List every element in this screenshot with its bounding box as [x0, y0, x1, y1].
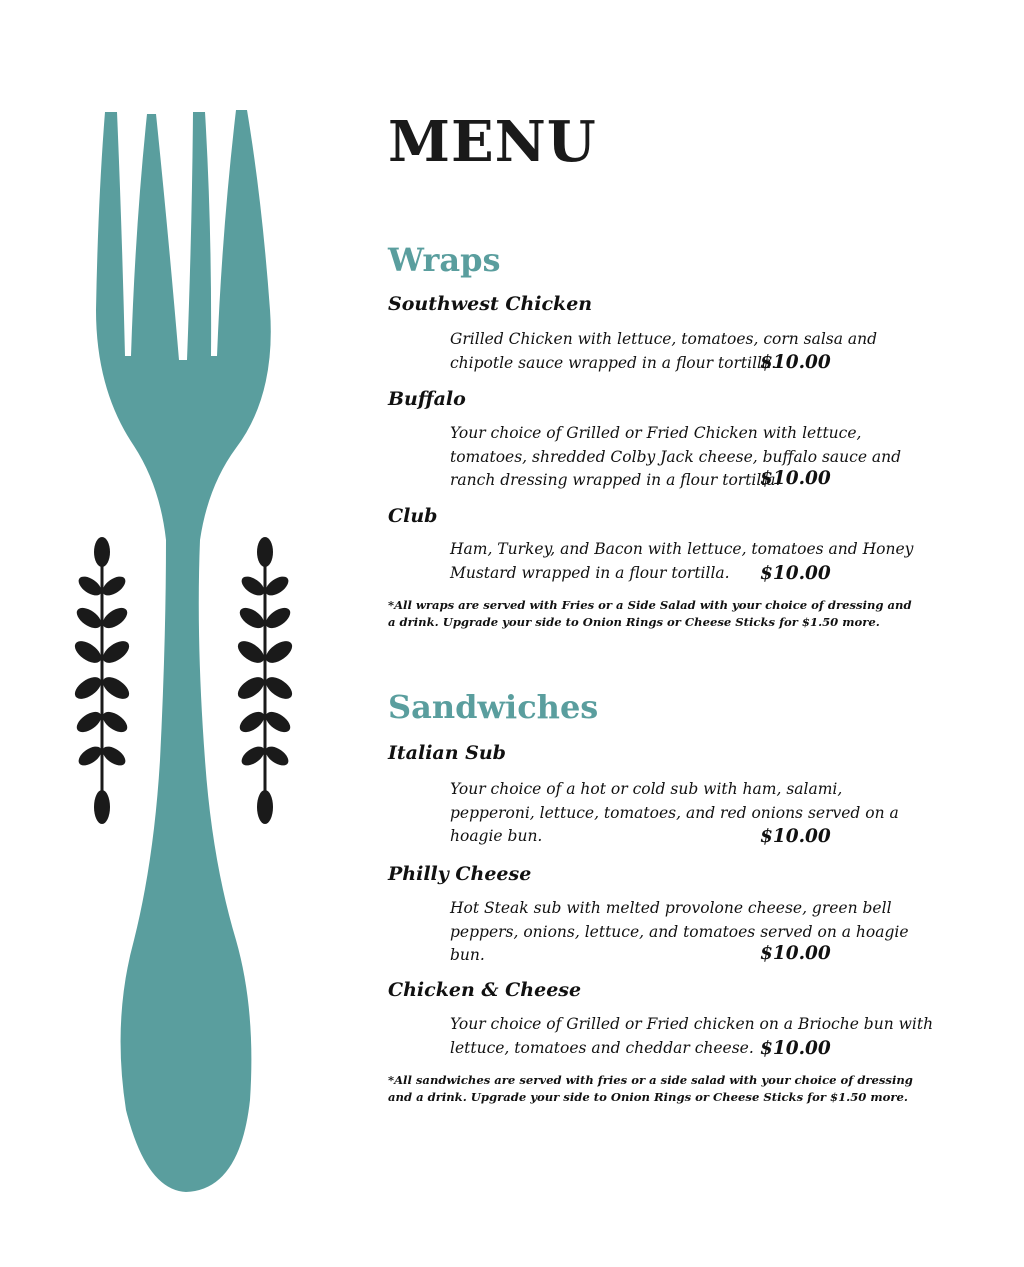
description-line: Your choice of Grilled or Fried chicken on a Brioche bun with [450, 1015, 934, 1033]
item-price: $10.00 [760, 1038, 831, 1059]
description-line: Ham, Turkey, and Bacon with lettuce, tomatoes and Honey [450, 540, 914, 558]
description-line: peppers, onions, lettuce, and tomatoes served on a hoagie [450, 922, 909, 941]
description-line: hoagie bun. [450, 827, 543, 845]
description-line: chipotle sauce wrapped in a flour tortilla. [450, 353, 777, 372]
item-name-philly-cheese: Philly Cheese [388, 863, 532, 885]
description-line: Mustard wrapped in a flour tortilla. [450, 563, 730, 582]
item-price: $10.00 [760, 468, 831, 489]
description-line: tomatoes, shredded Colby Jack cheese, buffalo sauce and [450, 447, 902, 466]
description-line: pepperoni, lettuce, tomatoes, and red onions served on a [450, 803, 899, 822]
item-name-chicken-and-cheese: Chicken & Cheese [388, 979, 582, 1001]
wraps-footnote [388, 597, 912, 631]
footnote-line: a drink. Upgrade your side to Onion Rings or Cheese Sticks for $1.50 more. [388, 615, 880, 629]
section-heading-sandwiches: Sandwiches [388, 688, 599, 726]
description-line: Your choice of a hot or cold sub with ham, salami, [450, 780, 843, 798]
description-line: Hot Steak sub with melted provolone cheese, green bell [450, 899, 892, 917]
item-price: $10.00 [760, 826, 831, 847]
description-line: bun. [450, 946, 485, 964]
description-line: ranch dressing wrapped in a flour tortilla. [450, 471, 781, 489]
item-name-southwest-chicken: Southwest Chicken [388, 293, 593, 315]
page-title: MENU [388, 109, 597, 175]
item-price: $10.00 [760, 943, 831, 964]
item-price: $10.00 [760, 352, 831, 373]
footnote-line: *All wraps are served with Fries or a Side Salad with your choice of dressing and [388, 598, 912, 612]
footnote-line: *All sandwiches are served with fries or a side salad with your choice of dressing [388, 1073, 913, 1087]
footnote-line: and a drink. Upgrade your side to Onion Rings or Cheese Sticks for $1.50 more. [388, 1090, 908, 1104]
item-name-club: Club [388, 505, 438, 527]
item-name-buffalo: Buffalo [388, 388, 466, 410]
sandwiches-footnote [388, 1072, 913, 1106]
fork-illustration [0, 0, 340, 1267]
description-line: lettuce, tomatoes and cheddar cheese. [450, 1038, 754, 1057]
description-line: Grilled Chicken with lettuce, tomatoes, corn salsa and [450, 330, 878, 348]
item-price: $10.00 [760, 563, 831, 584]
description-line: Your choice of Grilled or Fried Chicken with lettuce, [450, 424, 862, 442]
section-heading-wraps: Wraps [388, 241, 501, 279]
item-name-italian-sub: Italian Sub [388, 742, 506, 764]
